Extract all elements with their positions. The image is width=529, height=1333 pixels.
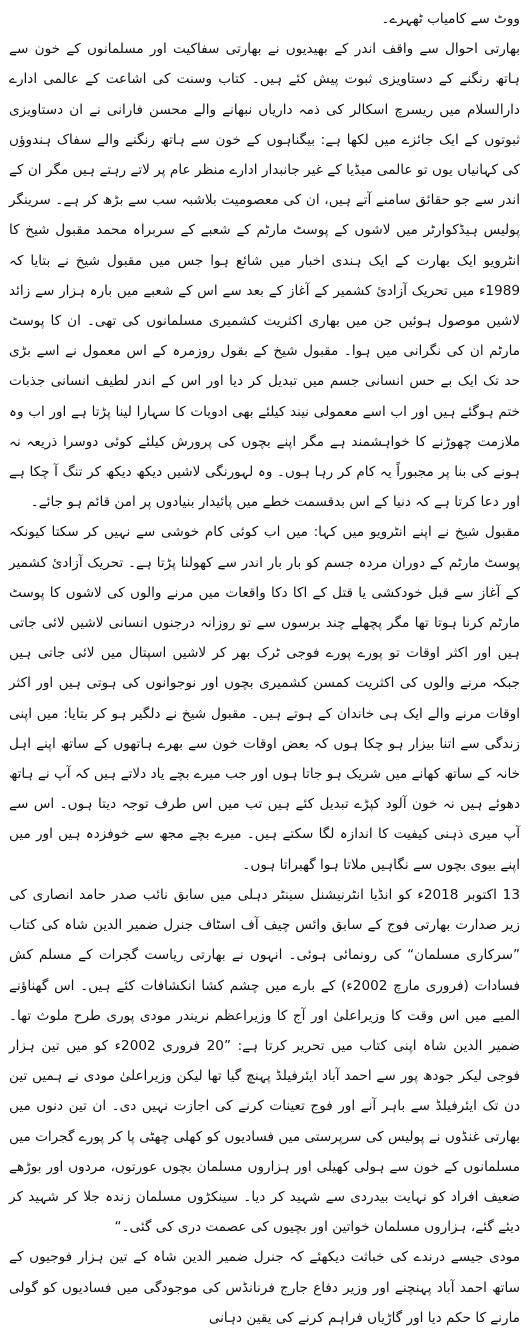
article-paragraph-1: ووٹ سے کامیاب ٹھہرے۔ (381, 11, 520, 27)
article-paragraph-3: مقبول شیخ نے اپنے انٹرویو میں کہا: میں اب کوئی کام خوشی سے نہیں کر سکتا کیونکہ پوسٹ مارٹم کے دوران مردہ جسم کو بار بار اندر سے کھولنا پڑتا ہے۔ تحریک آزادیٔ کشمیر کے آغاز سے قبل خودکشی یا قتل کے اکا دکا واقعات میں مرنے والوں کی لاشوں کا پوسٹ مارٹم کرنا ہوتا تھا مگر پچھلے چند برسوں سے تو روزانہ درجنوں انسانی لاشیں لائی جاتی ہیں اور اکثر اوقات تو پورے پورے فوجی ٹرک بھر کر لاشیں اسپتال میں لائی جاتی ہیں جبکہ مرنے والوں کی اکثریت کمسن کشمیری بچوں اور نوجوانوں کی ہوتی ہیں اور اکثر اوقات مرنے والے ایک ہی خاندان کے ہوتے ہیں۔ مقبول شیخ نے دلگیر ہو کر بتایا: میں اپنی زندگی سے اتنا بیزار ہو چکا ہوں کہ بعض اوقات خون سے بھرے ہاتھوں کے ساتھ اپنے اہل خانہ کے ساتھ کھانے میں شریک ہو جاتا ہوں اور جب میرے بچے یاد دلاتے ہیں کہ آپ نے ہاتھ دھوئے ہیں نہ خون آلود کپڑے تبدیل کئے ہیں تب میں اس طرف توجہ دیتا ہوں۔ اس سے آپ میری ذہنی کیفیت کا اندازہ لگا سکتے ہیں۔ میرے بچے مجھ سے خوفزدہ ہیں اور میں اپنے بیوی بچوں سے نگاہیں ملاتا ہوا گھبراتا ہوں۔ (9, 524, 520, 873)
article-paragraph-5: مودی جیسے درندے کی خباثت دیکھئے کہ جنرل ضمیر الدین شاہ کے تین ہزار فوجیوں کے ساتھ احمد آباد پہنچنے اور وزیر دفاع جارج فرنانڈس کی موجودگی میں فسادیوں کو گولی مارنے کا حکم دیا اور گاڑیاں فراہم کرنے کی یقین دہانی (9, 1249, 520, 1326)
article-paragraph-2: بھارتی احوال سے واقف اندر کے بھیدیوں نے بھارتی سفاکیت اور مسلمانوں کے خون سے ہاتھ رنگنے کے دستاویزی ثبوت پیش کئے ہیں۔ کتاب وسنت کی اشاعت کے عالمی ادارے دارالسلام میں ریسرچ اسکالر کی ذمہ داریاں نبھانے والے محسن فارانی نے ان دستاویزی ثبوتوں کے ایک جائزے میں لکھا ہے: بیگناہوں کے خون سے ہاتھ رنگنے والے سفاک ہندوؤں کی کہانیاں یوں تو عالمی میڈیا کے غیر جانبدار ادارے منظر عام پر لاتے رہتے ہیں مگر ان کے اندر سے جو حقائق سامنے آتے ہیں، ان کی معصومیت بلاشبہ سب سے بڑھ کر ہے۔ سرینگر پولیس ہیڈکوارٹر میں لاشوں کے پوسٹ مارٹم کے شعبے کے سربراہ محمد مقبول شیخ کا انٹرویو ایک بھارت کے ایک ہندی اخبار میں شائع ہوا جس میں مقبول شیخ نے بتایا کہ 1989ء میں تحریک آزادیٔ کشمیر کے آغاز کے بعد سے اس کے شعبے میں بارہ ہزار سے زائد لاشیں موصول ہوئیں جن میں بھاری اکثریت کشمیری مسلمانوں کی تھی۔ ان کا پوسٹ مارٹم ان کی نگرانی میں ہوا۔ مقبول شیخ کے بقول روزمرہ کے اس معمول نے اسے بڑی حد تک ایک بے حس انسانی جسم میں تبدیل کر دیا اور اس کے اندر لطیف انسانی جذبات ختم ہوگئے ہیں اور اب اسے معمولی نیند کیلئے بھی ادویات کا سہارا لینا پڑتا ہے اور اب وہ ملازمت چھوڑنے کا خواہشمند ہے مگر اپنے بچوں کی پرورش کیلئے کوئی دوسرا ذریعہ نہ ہونے کی بنا پر مجبوراً یہ کام کر رہا ہوں۔ وہ لہورنگی لاشیں دیکھ دیکھ کر تنگ آ چکا ہے اور دعا کرتا ہے کہ دنیا کے اس بدقسمت خطے میں پائیدار بنیادوں پر امن قائم ہو جائے۔ (9, 41, 520, 511)
article-paragraph-4: 13 اکتوبر 2018ء کو انڈیا انٹرنیشنل سینٹر دہلی میں سابق نائب صدر حامد انصاری کی زیر صدارت بھارتی فوج کے سابق وائس چیف آف اسٹاف جنرل ضمیر الدین شاہ کی کتاب ”سرکاری مسلمان“ کی رونمائی ہوئی۔ انہوں نے بھارتی ریاست گجرات کے مسلم کش فسادات (فروری مارچ 2002ء) کے بارے میں چشم کشا انکشافات کئے ہیں۔ اس گھناؤنے المیے میں اس وقت کا وزیراعلیٰ اور آج کا وزیراعظم نریندر مودی پوری طرح ملوث تھا۔ ضمیر الدین شاہ اپنی کتاب میں تحریر کرتا ہے: ”20 فروری 2002ء کو میں تین ہزار فوجی لیکر جودھ پور سے احمد آباد ایئرفیلڈ پہنچ گیا تھا لیکن وزیراعلیٰ مودی نے ہمیں تین دن تک ایئرفیلڈ سے باہر آنے اور فوج تعینات کرنے کی اجازت نہیں دی۔ ان تین دنوں میں بھارتی غنڈوں نے پولیس کی سرپرستی میں فسادیوں کو کھلی چھٹی پا کر پورے گجرات میں مسلمانوں کے خون سے ہولی کھیلی اور ہزاروں مسلمان بچوں عورتوں، مردوں اور بوڑھے ضعیف افراد کو نہایت بیدردی سے شہید کر دیا۔ سینکڑوں مسلمان زندہ جلا کر شہید کر دیئے گئے، ہزاروں مسلمان خواتین اور بچیوں کی عصمت دری کی گئی۔“ (9, 886, 520, 1236)
